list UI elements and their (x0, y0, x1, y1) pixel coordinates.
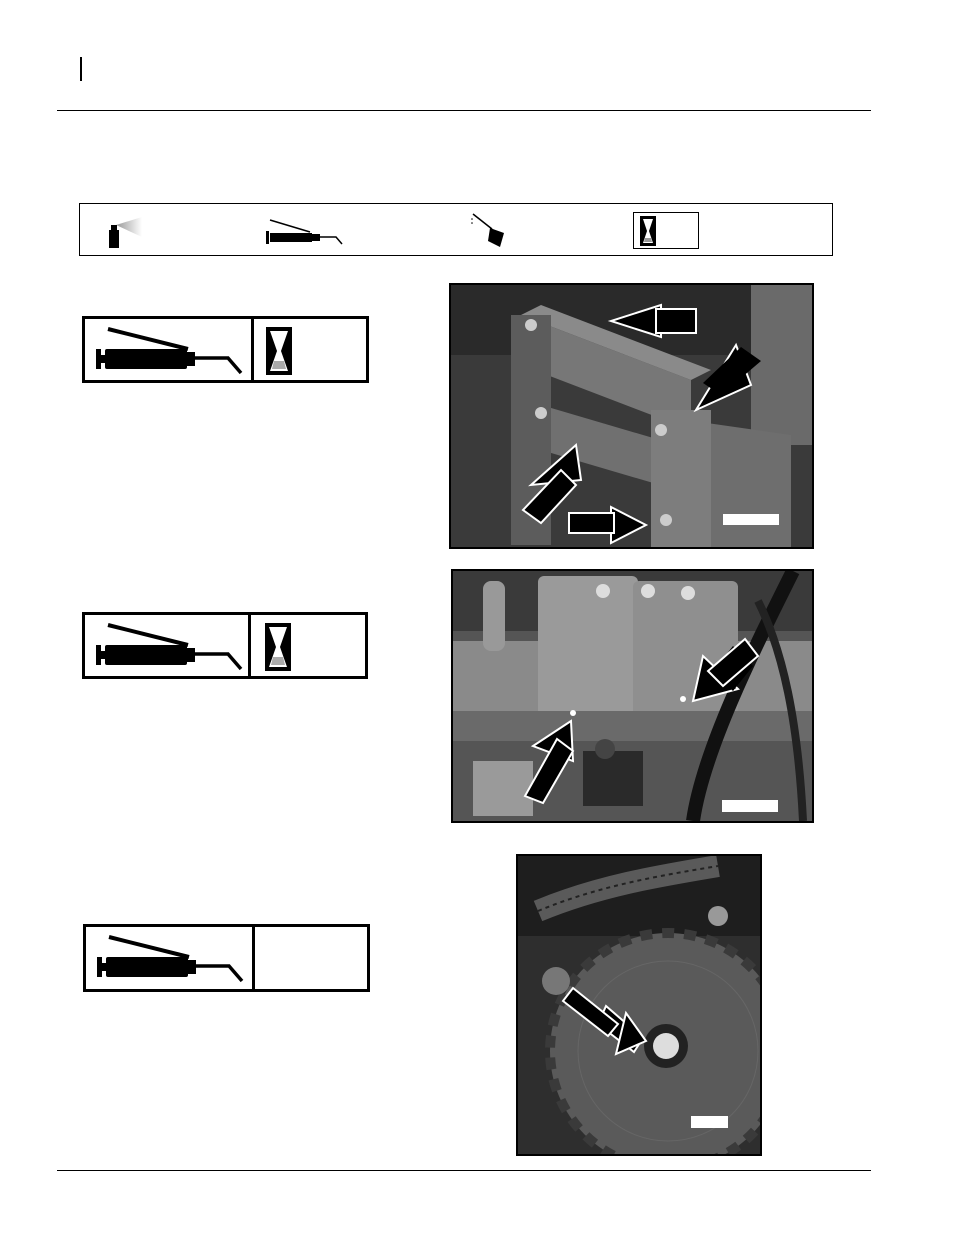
oil-can-icon (470, 211, 510, 249)
figure-label (723, 514, 779, 525)
hourglass-interval-icon (266, 327, 292, 375)
lubrication-legend (79, 203, 833, 256)
grease-gun-icon (93, 325, 248, 377)
grease-gun-icon (93, 621, 248, 673)
grease-gun-icon (264, 216, 346, 246)
hitch-frame-photo (449, 283, 814, 549)
lube-divider (251, 319, 254, 380)
header-rule (57, 110, 871, 111)
interval-box (633, 212, 699, 249)
hourglass-interval-icon (640, 216, 656, 246)
lube-indicator-3 (83, 924, 370, 992)
lube-indicator-2 (82, 612, 368, 679)
spray-lubricant-icon (106, 215, 146, 249)
header-margin-bar (80, 57, 82, 81)
lube-indicator-1 (82, 316, 369, 383)
pivot-tube-photo (451, 569, 814, 823)
lube-divider (248, 615, 251, 676)
footer-rule (57, 1170, 871, 1171)
hourglass-interval-icon (265, 623, 291, 671)
coulter-disc-photo (516, 854, 762, 1156)
figure-label (691, 1116, 728, 1128)
grease-gun-icon (94, 933, 249, 985)
lube-divider (252, 927, 255, 989)
figure-label (722, 800, 778, 812)
